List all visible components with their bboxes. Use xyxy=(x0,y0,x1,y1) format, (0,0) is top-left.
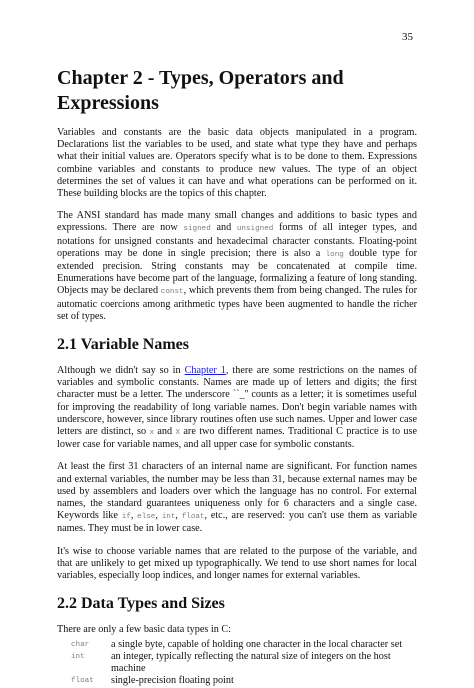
vn1-text-2: , there are some restrictions on the names of variables and symbolic constants. Names are made up of letters and digits; the first character must be a letter. The underscore ``_'' counts as a letter; it is sometimes useful for improving the readability of long variable names. Don't begin variable names with underscore, however, since library routines often use such names. Upper and lower case letters are distinct, so xyxy=(57,365,417,438)
ansi-text-3: forms of all integer types, and notations for unsigned constants and hexadecimal character constants. Floating-point operations may be done in single precision; there is also a xyxy=(57,222,417,259)
type-description: single-precision floating point xyxy=(111,675,234,687)
variable-names-paragraph-3: It's wise to choose variable names that are related to the purpose of the variable, and that are unlikely to get mixed up typographically. We tend to use short names for local variables, especially loop indices, and longer names for external variables. xyxy=(57,545,417,582)
code-const: const xyxy=(160,288,184,297)
vn2-text-1: At least the first 31 characters of an internal name are significant. For function names and external variables, the number may be less than 31, because external names may be used by assemblers and loaders over which the language has no control. For external names, the standard guarantees uniqueness only for 6 characters and a single case. Keywords like xyxy=(57,461,417,522)
type-description: an integer, typically reflecting the natural size of integers on the host machine xyxy=(111,650,391,675)
type-name: int xyxy=(71,652,85,661)
code-x-upper: X xyxy=(175,429,181,438)
code-else: else xyxy=(137,513,156,522)
page-number: 35 xyxy=(402,31,413,43)
vn2-text-3: , xyxy=(155,510,162,522)
chapter-1-link[interactable]: Chapter 1 xyxy=(184,365,226,377)
code-long: long xyxy=(325,250,344,259)
ansi-text-1: The ANSI standard has made many small changes and additions to basic types and expressions. There are now xyxy=(57,210,417,234)
vn2-text-2: , xyxy=(130,510,138,522)
page-content xyxy=(57,66,417,688)
section-2-1-heading: 2.1 Variable Names xyxy=(57,336,189,354)
ansi-text-5: , which prevents them from being changed. The rules for automatic coercions among arithmetic types have been augmented to handle the richer set of types. xyxy=(57,285,417,322)
section-2-2-heading: 2.2 Data Types and Sizes xyxy=(57,595,225,613)
list-item xyxy=(57,675,417,687)
variable-names-paragraph-1 xyxy=(57,365,417,451)
type-name: float xyxy=(71,677,94,686)
ansi-paragraph xyxy=(57,210,417,323)
code-float: float xyxy=(181,513,205,522)
code-if: if xyxy=(121,513,131,522)
vn2-text-5: , etc., are reserved: you can't use them as variable names. They must be in lower case. xyxy=(57,510,418,535)
data-types-list xyxy=(57,639,417,688)
ansi-text-2: and xyxy=(210,222,237,234)
vn1-text-3: and xyxy=(154,426,176,438)
list-item xyxy=(57,639,417,651)
ansi-text-4: double type for extended precision. String constants may be concatenated at compile time. Enumerations have become part of the language, formalizing a feature of long standing. Objects may be declared xyxy=(57,247,417,297)
chapter-title-line2: Expressions xyxy=(57,92,159,114)
code-x-lower: x xyxy=(149,429,154,438)
vn1-text-1: Although we didn't say so in xyxy=(57,365,185,377)
chapter-title xyxy=(57,66,417,116)
type-name: char xyxy=(71,640,90,649)
variable-names-paragraph-2 xyxy=(57,461,417,535)
list-item xyxy=(57,651,417,676)
vn2-text-4: , xyxy=(175,510,182,522)
data-types-intro: There are only a few basic data types in C: xyxy=(57,624,231,636)
code-unsigned: unsigned xyxy=(236,225,274,234)
chapter-title-line1: Chapter 2 - Types, Operators and xyxy=(57,67,344,89)
code-int: int xyxy=(161,513,176,522)
intro-paragraph: Variables and constants are the basic data objects manipulated in a program. Declarations list the variables to be used, and state what type they have and perhaps what their initial values are. Operators specify what is to be done to them. Expressions combine variables and constants to produce new values. The type of an object determines the set of values it can have and what operations can be performed on it. These building blocks are the topics of this chapter. xyxy=(57,127,417,200)
vn1-text-4: are two different names. Traditional C practice is to use lower case for variable names, and all upper case for symbolic constants. xyxy=(57,426,417,451)
code-signed: signed xyxy=(183,225,211,234)
type-description: a single byte, capable of holding one character in the local character set xyxy=(111,638,403,650)
